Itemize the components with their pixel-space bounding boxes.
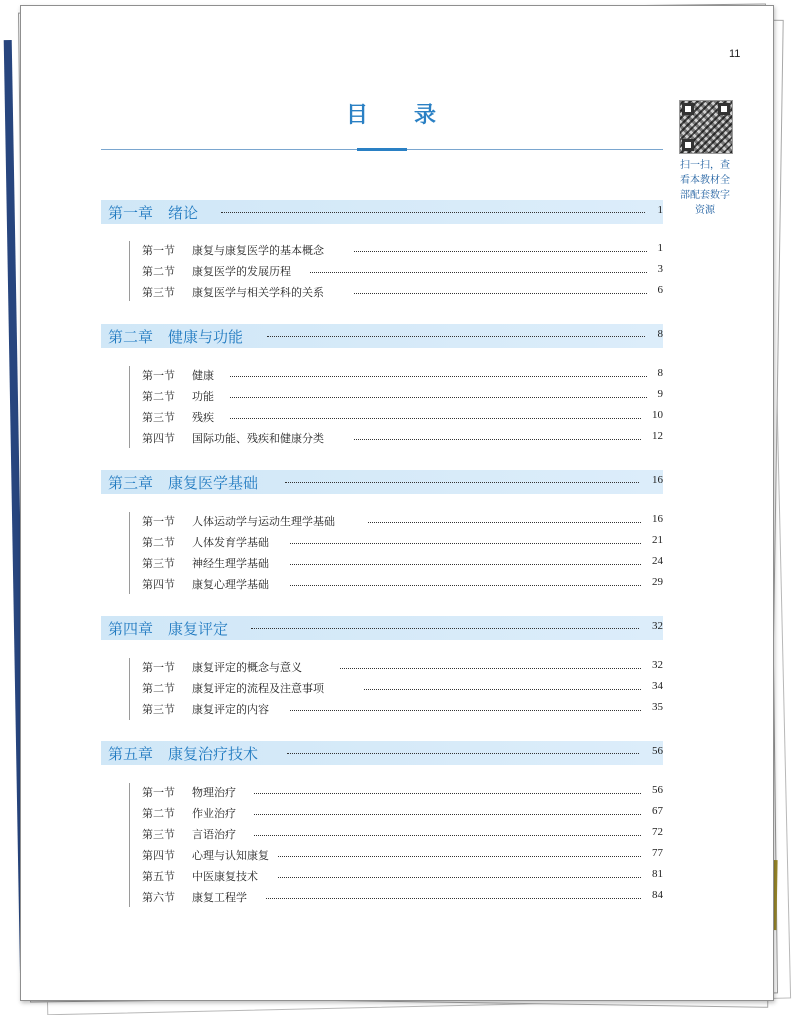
leader-dots xyxy=(290,564,641,565)
toc-section[interactable] xyxy=(142,284,663,300)
section-bar xyxy=(129,366,130,448)
qr-caption-line: 扫一扫，查 xyxy=(680,160,730,171)
section-bar xyxy=(129,658,130,720)
toc-chapter[interactable] xyxy=(101,470,663,494)
section-bar xyxy=(129,783,130,907)
toc-section[interactable] xyxy=(142,367,663,383)
toc-section[interactable] xyxy=(142,701,663,717)
section-number: 第二节 xyxy=(142,390,175,403)
section-title: 中医康复技术 xyxy=(192,870,258,883)
section-number: 第二节 xyxy=(142,682,175,695)
section-title: 康复评定的流程及注意事项 xyxy=(192,682,324,695)
section-page: 16 xyxy=(652,513,663,525)
leader-dots xyxy=(354,439,641,440)
qr-finder-icon xyxy=(682,103,694,115)
section-page: 24 xyxy=(652,555,663,567)
section-number: 第四节 xyxy=(142,432,175,445)
leader-dots xyxy=(290,585,641,586)
toc-section[interactable] xyxy=(142,889,663,905)
section-number: 第一节 xyxy=(142,661,175,674)
qr-caption-line: 资源 xyxy=(695,205,715,216)
section-page: 67 xyxy=(652,805,663,817)
toc-section[interactable] xyxy=(142,576,663,592)
leader-dots xyxy=(368,522,641,523)
section-number: 第一节 xyxy=(142,786,175,799)
section-page: 84 xyxy=(652,889,663,901)
section-title: 国际功能、残疾和健康分类 xyxy=(192,432,324,445)
section-number: 第二节 xyxy=(142,265,175,278)
qr-finder-icon xyxy=(718,103,730,115)
section-number: 第二节 xyxy=(142,807,175,820)
section-page: 9 xyxy=(657,388,663,400)
section-page: 35 xyxy=(652,701,663,713)
chapter-page: 32 xyxy=(652,620,663,632)
toc-section[interactable] xyxy=(142,868,663,884)
toc-section[interactable] xyxy=(142,430,663,446)
toc-section[interactable] xyxy=(142,263,663,279)
leader-dots xyxy=(290,543,641,544)
qr-code-icon[interactable] xyxy=(679,100,733,154)
page-title: 目 录 xyxy=(345,103,448,128)
section-page: 72 xyxy=(652,826,663,838)
section-page: 8 xyxy=(657,367,663,379)
leader-dots xyxy=(340,668,641,669)
toc-chapter[interactable] xyxy=(101,200,663,224)
chapter-title: 第三章 康复医学基础 xyxy=(108,474,259,492)
chapter-page: 1 xyxy=(657,204,663,216)
section-page: 56 xyxy=(652,784,663,796)
section-number: 第三节 xyxy=(142,828,175,841)
leader-dots xyxy=(310,272,647,273)
section-page: 81 xyxy=(652,868,663,880)
leader-dots xyxy=(267,336,645,337)
qr-caption-line: 部配套数字 xyxy=(680,190,730,201)
section-number: 第五节 xyxy=(142,870,175,883)
leader-dots xyxy=(254,835,641,836)
leader-dots xyxy=(354,293,647,294)
section-bar xyxy=(129,241,130,301)
section-title: 康复医学与相关学科的关系 xyxy=(192,286,324,299)
chapter-page: 16 xyxy=(652,474,663,486)
chapter-title: 第一章 绪论 xyxy=(108,204,199,222)
section-page: 34 xyxy=(652,680,663,692)
leader-dots xyxy=(364,689,641,690)
toc-section[interactable] xyxy=(142,805,663,821)
toc-section[interactable] xyxy=(142,555,663,571)
qr-caption-line: 看本教材全 xyxy=(680,175,730,186)
section-page: 3 xyxy=(657,263,663,275)
toc-section[interactable] xyxy=(142,659,663,675)
qr-caption xyxy=(667,158,743,218)
section-title: 康复心理学基础 xyxy=(192,578,269,591)
section-number: 第三节 xyxy=(142,411,175,424)
leader-dots xyxy=(287,753,639,754)
toc-section[interactable] xyxy=(142,534,663,550)
toc-section[interactable] xyxy=(142,847,663,863)
toc-chapter[interactable] xyxy=(101,616,663,640)
leader-dots xyxy=(354,251,647,252)
section-number: 第一节 xyxy=(142,244,175,257)
section-title: 残疾 xyxy=(192,411,214,424)
leader-dots xyxy=(230,376,647,377)
section-title: 言语治疗 xyxy=(192,828,236,841)
section-number: 第一节 xyxy=(142,515,175,528)
toc-section[interactable] xyxy=(142,826,663,842)
leader-dots xyxy=(266,898,641,899)
leader-dots xyxy=(278,856,641,857)
section-title: 功能 xyxy=(192,390,214,403)
section-title: 神经生理学基础 xyxy=(192,557,269,570)
chapter-title: 第二章 健康与功能 xyxy=(108,328,244,346)
section-title: 人体运动学与运动生理学基础 xyxy=(192,515,335,528)
leader-dots xyxy=(230,418,641,419)
toc-section[interactable] xyxy=(142,680,663,696)
section-bar xyxy=(129,512,130,594)
leader-dots xyxy=(290,710,641,711)
section-page: 29 xyxy=(652,576,663,588)
title-divider-accent xyxy=(357,148,407,151)
section-title: 康复与康复医学的基本概念 xyxy=(192,244,324,257)
chapter-title: 第五章 康复治疗技术 xyxy=(108,745,259,763)
chapter-page: 56 xyxy=(652,745,663,757)
section-number: 第三节 xyxy=(142,286,175,299)
section-page: 21 xyxy=(652,534,663,546)
leader-dots xyxy=(221,212,645,213)
section-number: 第三节 xyxy=(142,557,175,570)
leader-dots xyxy=(230,397,647,398)
page-number: 11 xyxy=(729,48,741,60)
section-page: 77 xyxy=(652,847,663,859)
toc-chapter[interactable] xyxy=(101,324,663,348)
toc-section[interactable] xyxy=(142,242,663,258)
section-title: 物理治疗 xyxy=(192,786,236,799)
leader-dots xyxy=(251,628,639,629)
leader-dots xyxy=(254,814,641,815)
toc-section[interactable] xyxy=(142,513,663,529)
section-number: 第三节 xyxy=(142,703,175,716)
section-number: 第六节 xyxy=(142,891,175,904)
section-page: 12 xyxy=(652,430,663,442)
leader-dots xyxy=(254,793,641,794)
section-title: 康复评定的内容 xyxy=(192,703,269,716)
toc-chapter[interactable] xyxy=(101,741,663,765)
section-page: 1 xyxy=(657,242,663,254)
toc-section[interactable] xyxy=(142,409,663,425)
toc-section[interactable] xyxy=(142,388,663,404)
leader-dots xyxy=(285,482,639,483)
toc-page xyxy=(20,5,774,1001)
section-number: 第四节 xyxy=(142,849,175,862)
section-number: 第四节 xyxy=(142,578,175,591)
section-number: 第二节 xyxy=(142,536,175,549)
section-page: 32 xyxy=(652,659,663,671)
leader-dots xyxy=(278,877,641,878)
section-title: 康复工程学 xyxy=(192,891,247,904)
section-title: 心理与认知康复 xyxy=(192,849,269,862)
chapter-title: 第四章 康复评定 xyxy=(108,620,229,638)
section-title: 作业治疗 xyxy=(192,807,236,820)
chapter-page: 8 xyxy=(657,328,663,340)
section-title: 健康 xyxy=(192,369,214,382)
section-page: 10 xyxy=(652,409,663,421)
section-number: 第一节 xyxy=(142,369,175,382)
section-title: 康复医学的发展历程 xyxy=(192,265,291,278)
qr-finder-icon xyxy=(682,139,694,151)
toc-section[interactable] xyxy=(142,784,663,800)
section-title: 康复评定的概念与意义 xyxy=(192,661,302,674)
section-title: 人体发育学基础 xyxy=(192,536,269,549)
section-page: 6 xyxy=(657,284,663,296)
